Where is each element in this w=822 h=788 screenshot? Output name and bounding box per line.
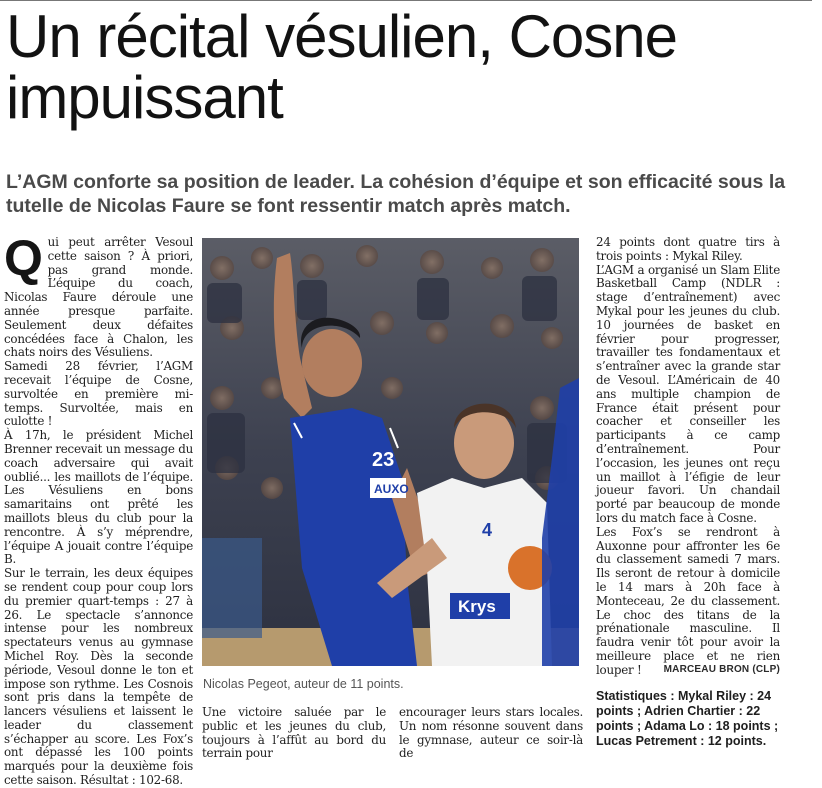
paragraph-camp: L’AGM a organisé un Slam Elite Basketball Camp (NDLR : stage d’entraînement) avec Mykal pour les jeunes du club. 10 journées de basket en février pour progresser, travailler tes fondamentaux et s’entraîner avec la grande star de Vesoul. L’Américain de 40 ans multiple champion de France était présent pour coacher et conseiller les participants à ce camp d’entraînement. Pour l’occasion, les jeunes ont reçu un maillot à l’éfigie de leur joueur favori. Un chandail porté par beaucoup de monde lors du match face à Cosne. [596, 262, 780, 525]
paragraph-crowd: Une victoire saluée par le public et les jeunes du club, toujours à l’affût au bord du terrain pour [202, 705, 386, 761]
article-column-1 [4, 230, 193, 788]
paragraph-game: Sur le terrain, les deux équipes se rendent coup pour coup lors du premier quart-temps : 27 à 26. Le spectacle s’annonce intense pour les nombreux spectateurs venus au gymnase Michel Roy. Dès la seconde période, Vesoul donne le ton et impose son rythme. Les Cosnois sont pris dans la tempête de lancers vésuliens et laissent le leader du classement s’échapper au score. Les Fox’s ont dépassé les 100 points marqués pour la deuxième fois cette saison. Résultat : 102-68. [4, 566, 193, 788]
headline [6, 3, 806, 131]
white-jersey-number: 4 [482, 520, 493, 540]
paragraph-intro-text: ui peut arrêter Vesoul cette saison ? À priori, pas grand monde. L’équipe du coach, Nicolas Faure déroule une année presque parfaite. Seulement deux défaites concédées face à Chalon, les chats noirs des Vésuliens. [4, 235, 193, 360]
dropcap: Q [4, 230, 43, 286]
headline-line-1: Un récital vésulien, Cosne [6, 3, 678, 70]
photo-credit: MARCEAU BRON (CLP) [663, 664, 780, 675]
paragraph-intro [4, 230, 193, 360]
headline-line-2: impuissant [6, 64, 283, 131]
match-photo-illustration [202, 238, 579, 666]
blue-jersey-number: 23 [372, 449, 395, 471]
paragraph-riley: 24 points dont quatre tirs à trois points : Mykal Riley. [596, 235, 780, 263]
blue-jersey-sponsor: AUXO [374, 482, 409, 496]
photo-caption: Nicolas Pegeot, auteur de 11 points. [203, 677, 404, 691]
paragraph-upcoming: Les Fox’s se rendront à Auxonne pour affronter les 6e du classement samedi 7 mars. Ils seront de retour à domicile le 14 mars à 20h face à Monteceau, 2e du classement. Le choc des titans de la prénationale masculine. Il faudra venir tôt pour avoir la meilleure place et ne rien louper ! [596, 524, 780, 677]
white-jersey-sponsor: Krys [458, 597, 496, 616]
match-photo [202, 238, 579, 666]
article-column-2 [202, 706, 386, 760]
statistics-box: Statistiques : Mykal Riley : 24 points ; Adrien Chartier : 22 points ; Adama Lo : 18 points ; Lucas Petrement : 12 points. [596, 689, 779, 748]
paragraph-match-day: Samedi 28 février, l’AGM recevait l’équipe de Cosne, survoltée en première mi-temps. Survoltée, mais en culotte ! [4, 359, 193, 429]
paragraph-jerseys: À 17h, le président Michel Brenner recevait un message du coach adversaire qui avait oublié... les maillots de l’équipe. Les Vésuliens en bons samaritains ont prêté les maillots bleus du club pour la rencontre. À s’y méprendre, l’équipe A jouait contre l’équipe B. [4, 428, 193, 567]
article-column-3 [399, 706, 583, 760]
paragraph-crowd-cont: encourager leurs stars locales. Un nom résonne souvent dans le gymnase, auteur ce soir-là de [399, 705, 583, 761]
subheadline: L’AGM conforte sa position de leader. La cohésion d’équipe et son efficacité sous la tutelle de Nicolas Faure se font ressentir match après match. [6, 171, 786, 217]
